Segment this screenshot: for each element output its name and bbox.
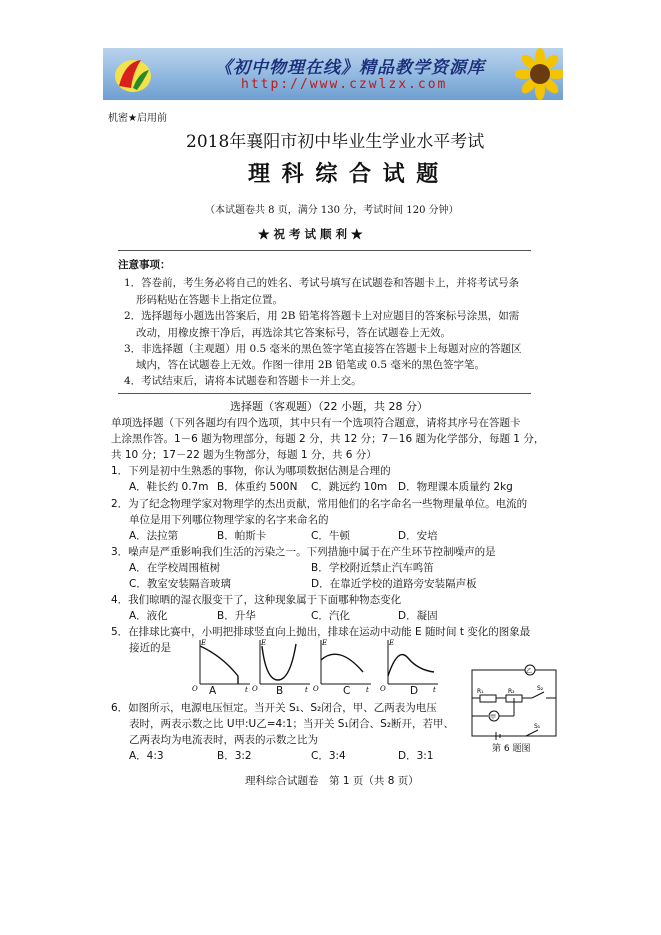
option: C．跳远约 10m bbox=[311, 481, 388, 493]
notice-line: 3．非选择题（主观题）用 0.5 毫米的黑色签字笔直接答在答题卡上每题对应的答题区 bbox=[124, 343, 522, 355]
notice-line: 1．答卷前，考生务必将自己的姓名、考试号填写在试题卷和答题卡上，并将考试号条 bbox=[124, 277, 520, 289]
section-intro-line: 单项选择题（下列各题均有四个选项，其中只有一个选项符合题意，请将其序号在答题卡 bbox=[111, 417, 521, 429]
question-stem: 乙两表均为电流表时，两表的示数之比为 bbox=[129, 734, 318, 746]
question-stem: 接近的是 bbox=[129, 642, 171, 654]
option: A．在学校周围植树 bbox=[129, 562, 221, 574]
axis-e-label: E bbox=[201, 639, 207, 647]
notice-line: 改动，用橡皮擦干净后，再选涂其它答案标号，答在试题卷上无效。 bbox=[136, 327, 451, 339]
option: B．学校附近禁止汽车鸣笛 bbox=[311, 562, 434, 574]
banner-url: http://www.czwlzx.com bbox=[241, 77, 448, 92]
header-banner bbox=[103, 48, 563, 100]
notice-heading: 注意事项： bbox=[118, 259, 171, 271]
s2-label: S₂ bbox=[537, 685, 544, 692]
option: A．液化 bbox=[129, 610, 168, 622]
notice-line: 形码粘贴在答题卡上指定位置。 bbox=[136, 294, 283, 306]
question-stem: 5．在排球比赛中，小明把排球竖直向上抛出，排球在运动中动能 E 随时间 t 变化的图象最 bbox=[111, 626, 531, 638]
section-intro-line: 共 10 分；17－22 题为生物部分，每题 1 分，共 6 分） bbox=[111, 449, 377, 461]
option: B．升华 bbox=[217, 610, 256, 622]
option: D．物理课本质量约 2kg bbox=[398, 481, 513, 493]
notice-line: 2．选择题每小题选出答案后，用 2B 铅笔将答题卡上对应题目的答案标号涂黑，如需 bbox=[124, 310, 520, 322]
axis-e-label: E bbox=[389, 639, 395, 647]
divider bbox=[118, 393, 531, 394]
good-luck-wish: ★ 祝 考 试 顺 利 ★ bbox=[258, 227, 363, 241]
subject-title: 理 科 综 合 试 题 bbox=[248, 161, 441, 187]
option: B．帕斯卡 bbox=[217, 530, 267, 542]
axis-t-label: t bbox=[245, 686, 248, 692]
origin-label: O bbox=[313, 685, 319, 692]
graph-label-d: D bbox=[410, 685, 419, 697]
question-stem: 单位是用下列哪位物理学家的名字来命名的 bbox=[129, 514, 329, 526]
axis-e-label: E bbox=[322, 639, 328, 647]
secret-mark: 机密★启用前 bbox=[108, 113, 167, 124]
origin-label: O bbox=[252, 685, 258, 692]
graph-label-a: A bbox=[209, 685, 217, 697]
axis-t-label: t bbox=[366, 686, 369, 692]
section-title: 选择题（客观题）（22 小题，共 28 分） bbox=[230, 400, 428, 413]
option: D．安培 bbox=[398, 530, 438, 542]
option: B．体重约 500N bbox=[217, 481, 298, 493]
question-stem: 2．为了纪念物理学家对物理学的杰出贡献，常用他们的名字命名一些物理量单位。电流的 bbox=[111, 498, 528, 510]
option: C．教室安装隔音玻璃 bbox=[129, 578, 231, 590]
site-logo-icon bbox=[111, 52, 155, 96]
question-stem: 4．我们晾晒的湿衣服变干了，这种现象属于下面哪种物态变化 bbox=[111, 594, 402, 606]
axis-e-label: E bbox=[261, 639, 267, 647]
section-intro-line: 上涂黑作答。1－6 题为物理部分，每题 2 分，共 12 分；7－16 题为化学部分，每题 1 分， bbox=[111, 433, 545, 445]
option: C．汽化 bbox=[311, 610, 350, 622]
figure-caption: 第 6 题图 bbox=[492, 744, 531, 754]
s1-label: S₁ bbox=[534, 723, 541, 730]
option: A．鞋长约 0.7m bbox=[129, 481, 209, 493]
axis-t-label: t bbox=[433, 686, 436, 692]
option: D．凝固 bbox=[398, 610, 438, 622]
question-stem: 1．下列是初中生熟悉的事物，你认为哪项数据估测是合理的 bbox=[111, 465, 391, 477]
axis-t-label: t bbox=[305, 686, 308, 692]
sunflower-icon bbox=[515, 48, 563, 100]
question-stem: 3．噪声是严重影响我们生活的污染之一。下列措施中属于在产生环节控制噪声的是 bbox=[111, 546, 496, 558]
graph-label-c: C bbox=[343, 685, 351, 697]
meter-b-label: 甲 bbox=[490, 714, 497, 721]
r2-label: R₂ bbox=[508, 688, 515, 695]
option: D．3:1 bbox=[398, 750, 434, 762]
graph-option-a bbox=[192, 636, 254, 692]
page-footer: 理科综合试题卷 第 1 页（共 8 页） bbox=[245, 775, 419, 787]
option: C．牛顿 bbox=[311, 530, 350, 542]
exam-info: （本试题卷共 8 页，满分 130 分，考试时间 120 分钟） bbox=[205, 205, 459, 216]
question-stem: 6．如图所示，电源电压恒定。当开关 S₁、S₂闭合，甲、乙两表为电压 bbox=[111, 702, 437, 714]
notice-line: 4．考试结束后，请将本试题卷和答题卡一并上交。 bbox=[124, 375, 362, 387]
question-stem: 表时，两表示数之比 U甲:U乙=4:1；当开关 S₁闭合、S₂断开，若甲、 bbox=[129, 718, 455, 730]
option: B．3:2 bbox=[217, 750, 252, 762]
graph-label-b: B bbox=[276, 685, 284, 697]
meter-a-label: 乙 bbox=[526, 668, 533, 675]
exam-title: 2018年襄阳市初中毕业生学业水平考试 bbox=[186, 132, 485, 152]
r1-label: R₁ bbox=[477, 688, 484, 695]
option: D．在靠近学校的道路旁安装隔声板 bbox=[311, 578, 477, 590]
divider bbox=[118, 250, 531, 251]
option: C．3:4 bbox=[311, 750, 346, 762]
notice-line: 域内，答在试题卷上无效。作图一律用 2B 铅笔或 0.5 毫米的黑色签字笔。 bbox=[136, 359, 485, 371]
circuit-diagram bbox=[466, 662, 566, 740]
origin-label: O bbox=[380, 685, 386, 692]
option: A．法拉第 bbox=[129, 530, 179, 542]
origin-label: O bbox=[192, 685, 198, 692]
option: A．4:3 bbox=[129, 750, 164, 762]
banner-title: 《初中物理在线》精品教学资源库 bbox=[215, 58, 485, 78]
